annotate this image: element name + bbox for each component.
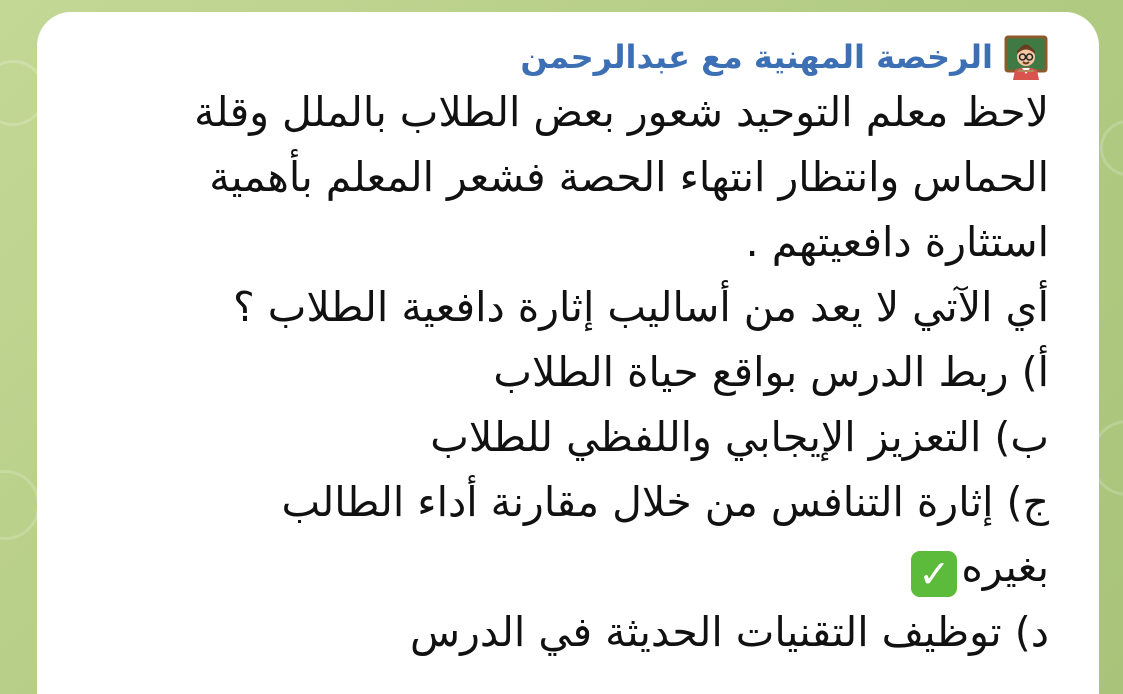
- question-line: أي الآتي لا يعد من أساليب إثارة دافعية الطلاب ؟: [232, 283, 1049, 331]
- message-line: لاحظ معلم التوحيد شعور بعض الطلاب بالملل وقلة: [194, 88, 1049, 136]
- message-line: استثارة دافعيتهم .: [745, 218, 1049, 266]
- wallpaper-doodle: [0, 470, 40, 540]
- message-bubble[interactable]: [37, 12, 1099, 694]
- option-a: أ) ربط الدرس بواقع حياة الطلاب: [493, 348, 1049, 396]
- message-text: [77, 80, 1049, 665]
- option-c-continued-text: بغيره: [961, 543, 1049, 591]
- option-c-continued: [77, 535, 1049, 600]
- teacher-emoji-icon: [1003, 34, 1049, 80]
- message-line: الحماس وانتظار انتهاء الحصة فشعر المعلم بأهمية: [209, 153, 1049, 201]
- option-b: ب) التعزيز الإيجابي واللفظي للطلاب: [430, 413, 1049, 461]
- wallpaper-doodle: [1100, 120, 1123, 176]
- sender-row: [77, 26, 1049, 88]
- option-c: ج) إثارة التنافس من خلال مقارنة أداء الطالب: [281, 478, 1049, 526]
- option-d: د) توظيف التقنيات الحديثة في الدرس: [410, 608, 1049, 656]
- sender-name[interactable]: الرخصة المهنية مع عبدالرحمن: [520, 38, 993, 76]
- white-check-mark-icon: ✓: [911, 551, 957, 597]
